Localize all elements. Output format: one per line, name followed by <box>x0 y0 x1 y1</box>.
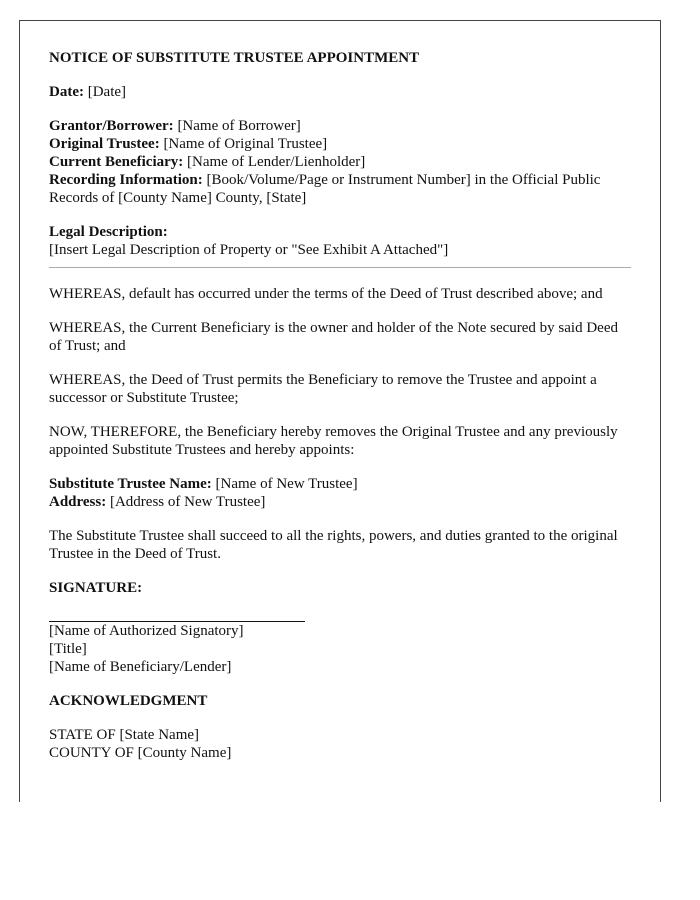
date-label: Date: <box>49 84 84 100</box>
party-value: [Book/Volume/Page or Instrument Number] in the Official Public Records of [County Name] County, [State] <box>49 172 601 206</box>
document-title: NOTICE OF SUBSTITUTE TRUSTEE APPOINTMENT <box>49 50 420 66</box>
section-divider <box>49 267 631 268</box>
parties-block <box>49 117 631 207</box>
substitute-name-line <box>49 475 631 493</box>
date-line <box>49 83 631 101</box>
party-value: [Name of Lender/Lienholder] <box>183 154 366 170</box>
recital-paragraph: WHEREAS, the Deed of Trust permits the Beneficiary to remove the Trustee and appoint a successor or Substitute Trustee; <box>49 372 597 406</box>
succession-paragraph: The Substitute Trustee shall succeed to all the rights, powers, and duties granted to the original Trustee in the Deed of Trust. <box>49 528 618 562</box>
substitute-name-value: [Name of New Trustee] <box>211 476 358 492</box>
acknowledgment-county: COUNTY OF [County Name] <box>49 745 232 761</box>
date-value: [Date] <box>83 84 127 100</box>
legal-description-value: [Insert Legal Description of Property or "See Exhibit A Attached"] <box>49 242 449 258</box>
signatory-name: [Name of Authorized Signatory] <box>49 623 244 639</box>
signatory-title: [Title] <box>49 641 87 657</box>
party-value: [Name of Borrower] <box>173 118 301 134</box>
substitute-address-line <box>49 493 631 511</box>
signatory-entity: [Name of Beneficiary/Lender] <box>49 659 232 675</box>
substitute-trustee-block <box>49 475 631 511</box>
substitute-address-value: [Address of New Trustee] <box>106 494 266 510</box>
party-line <box>49 171 631 207</box>
party-label: Grantor/Borrower: <box>49 118 174 134</box>
party-label: Original Trustee: <box>49 136 160 152</box>
party-label: Current Beneficiary: <box>49 154 184 170</box>
party-line <box>49 135 631 153</box>
party-label: Recording Information: <box>49 172 203 188</box>
signature-block <box>49 622 631 676</box>
acknowledgment-state: STATE OF [State Name] <box>49 727 200 743</box>
legal-description-label: Legal Description: <box>49 224 168 240</box>
substitute-address-label: Address: <box>49 494 107 510</box>
party-value: [Name of Original Trustee] <box>159 136 328 152</box>
party-line <box>49 117 631 135</box>
acknowledgment-heading: ACKNOWLEDGMENT <box>49 693 208 709</box>
legal-description-block <box>49 223 631 259</box>
signature-heading: SIGNATURE: <box>49 580 143 596</box>
recital-paragraph: WHEREAS, the Current Beneficiary is the owner and holder of the Note secured by said Deed of Trust; and <box>49 320 618 354</box>
party-line <box>49 153 631 171</box>
recital-paragraph: WHEREAS, default has occurred under the terms of the Deed of Trust described above; and <box>49 286 603 302</box>
document-page <box>19 20 661 802</box>
substitute-name-label: Substitute Trustee Name: <box>49 476 212 492</box>
recital-paragraph: NOW, THEREFORE, the Beneficiary hereby removes the Original Trustee and any previously appointed Substitute Trustees and hereby appoints: <box>49 424 618 458</box>
